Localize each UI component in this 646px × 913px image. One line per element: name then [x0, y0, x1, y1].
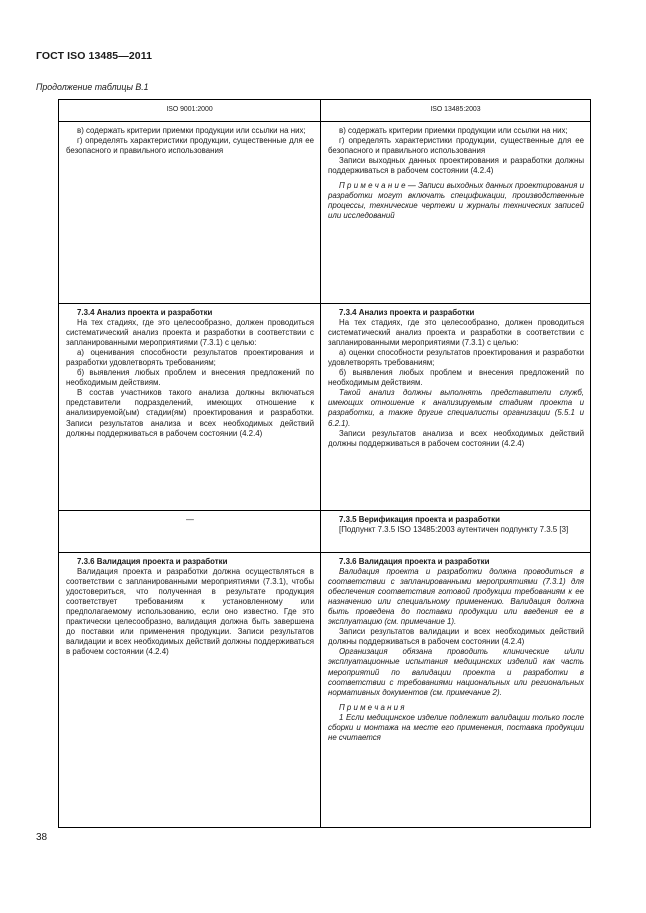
paragraph: г) определять характеристики продукции, существенные для ее безопасного и правильного использования	[328, 136, 584, 156]
paragraph: а) оценки способности результатов проектирования и разработки удовлетворять требованиям;	[328, 348, 584, 368]
paragraph: На тех стадиях, где это целесообразно, должен проводиться систематический анализ проекта и разработки в соответствии с запланированными мероприятиями (7.3.1) с целью:	[328, 318, 584, 348]
section-heading: 7.3.5 Верификация проекта и разработки	[339, 515, 500, 524]
section-heading: 7.3.6 Валидация проекта и разработки	[77, 557, 228, 566]
paragraph: в) содержать критерии приемки продукции или ссылки на них;	[77, 126, 306, 135]
table-row	[59, 553, 591, 828]
paragraph: а) оценивания способности результатов проектирования и разработки удовлетворять требованиям;	[66, 348, 314, 368]
cell-right	[321, 511, 591, 553]
note-text: Записи выходных данных проектирования и разработки могут включать спецификации, производственные процессы, технические чертежи и журналы технических записей или исследований	[328, 181, 584, 221]
paragraph: В состав участников такого анализа должны включаться представители подразделений, имеющих отношение к анализируемой(ым) стадии(ям) проектирования и разработки. Записи результатов анализа и всех необходимых действий должны поддерживаться в рабочем состоянии (4.2.4)	[66, 388, 314, 438]
page-number: 38	[36, 832, 48, 843]
comparison-table	[58, 99, 591, 828]
paragraph: Записи выходных данных проектирования и разработки должны поддерживаться в рабочем состоянии (4.2.4)	[328, 156, 584, 176]
empty-dash: —	[186, 515, 194, 524]
column-header-iso13485: ISO 13485:2003	[321, 100, 591, 122]
table-header-row	[59, 100, 591, 122]
cell-left	[59, 122, 321, 304]
paragraph: б) выявления любых проблем и внесения предложений по необходимым действиям.	[66, 368, 314, 388]
paragraph: Записи результатов анализа и всех необходимых действий должны поддерживаться в рабочем состоянии (4.2.4)	[328, 428, 584, 448]
cell-right	[321, 122, 591, 304]
cell-left	[59, 553, 321, 828]
section-heading: 7.3.6 Валидация проекта и разработки	[339, 557, 490, 566]
paragraph: в) содержать критерии приемки продукции или ссылки на них;	[339, 126, 568, 135]
paragraph: Валидация проекта и разработки должна осуществляться в соответствии с запланированными мероприятиями (7.3.1), чтобы удостовериться, что полученная в результате продукция соответствует требованиям к установленному или предполагаемому использованию, если оно известно. Где это практически целесообразно, валидация должна быть завершена до поставки или применения продукции. Записи результатов валидации и всех необходимых действий должны поддерживаться в рабочем состоянии (4.2.4)	[66, 567, 314, 657]
paragraph: Записи результатов валидации и всех необходимых действий должны поддерживаться в рабочем состоянии (4.2.4)	[328, 627, 584, 647]
cell-right	[321, 304, 591, 511]
paragraph: [Подпункт 7.3.5 ISO 13485:2003 аутентичен подпункту 7.3.5 [3]	[339, 525, 569, 535]
cell-left	[59, 511, 321, 553]
paragraph-italic: Валидация проекта и разработки должна проводиться в соответствии с запланированными мероприятиями (7.3.1) для обеспечения соответствия готовой продукции требованиям к ее назначению или специальному применению. Валидация должна быть проведена до поставки продукции или введения ее в эксплуатацию (см. примечание 1).	[328, 567, 584, 627]
document-header: ГОСТ ISO 13485—2011	[36, 50, 153, 62]
table-continuation-caption: Продолжение таблицы В.1	[36, 82, 149, 92]
section-heading: 7.3.4 Анализ проекта и разработки	[339, 308, 475, 317]
table-row	[59, 511, 591, 553]
note-paragraph	[328, 181, 584, 221]
table-row	[59, 304, 591, 511]
notes-heading: П р и м е ч а н и я	[339, 702, 405, 712]
cell-right	[321, 553, 591, 828]
section-heading: 7.3.4 Анализ проекта и разработки	[77, 308, 213, 317]
cell-left	[59, 304, 321, 511]
paragraph: б) выявления любых проблем и внесения предложений по необходимым действиям.	[328, 368, 584, 388]
column-header-iso9001: ISO 9001:2000	[59, 100, 321, 122]
table-row	[59, 122, 591, 304]
note-label: П р и м е ч а н и е —	[339, 181, 416, 191]
paragraph: На тех стадиях, где это целесообразно, должен проводиться систематический анализ проекта и разработки в соответствии с запланированными мероприятиями (7.3.1) с целью:	[66, 318, 314, 348]
note-item: 1 Если медицинское изделие подлежит валидации только после сборки и монтажа на месте его применения, поставка продукции не считается	[328, 712, 584, 742]
paragraph-italic: Организация обязана проводить клинические и/или эксплуатационные испытания медицинских изделий как часть мероприятий по валидации проекта и разработки в соответствии с требованиями национальных или региональных нормативных документов (см. примечание 2).	[328, 647, 584, 697]
paragraph: г) определять характеристики продукции, существенные для ее безопасного и правильного использования	[66, 136, 314, 156]
paragraph-italic: Такой анализ должны выполнять представители служб, имеющих отношение к анализируемым стадиям проекта и разработки, а также другие специалисты организации (5.5.1 и 6.2.1).	[328, 388, 584, 428]
